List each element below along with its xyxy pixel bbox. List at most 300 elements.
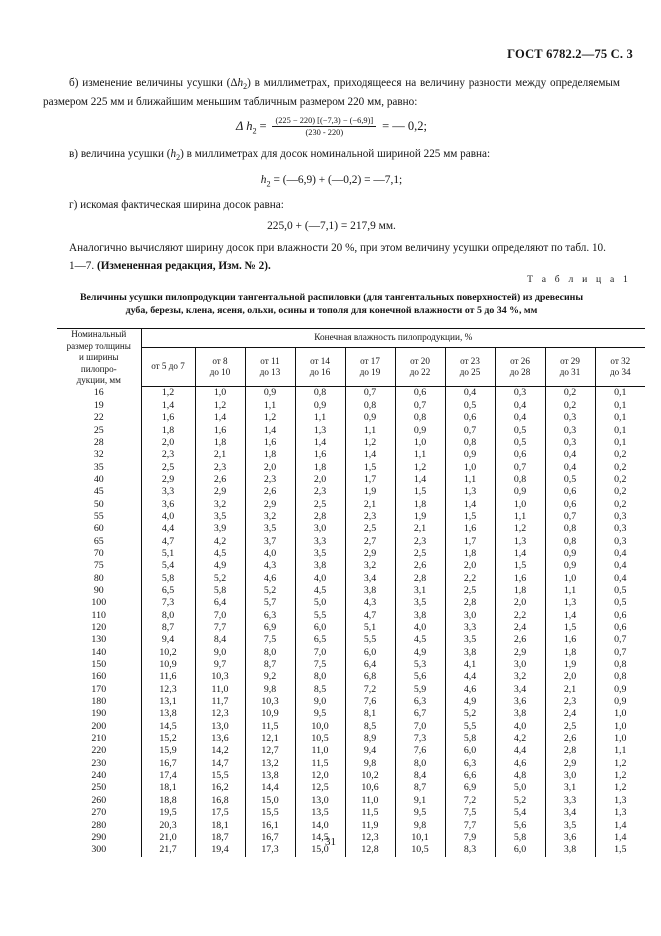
row-value-cell: 3,6 [495, 696, 545, 708]
table-row [57, 548, 645, 560]
table-title-line-2: дуба, березы, клена, ясеня, ольхи, осины и тополя для конечной влажности от 5 до 34 %, мм [125, 305, 538, 316]
row-value-cell: 1,5 [395, 486, 445, 498]
row-value-cell: 16,2 [195, 782, 245, 794]
row-nominal-size: 280 [91, 819, 107, 831]
formula-delta-h2 [43, 116, 620, 139]
row-value-cell: 2,6 [245, 486, 295, 498]
row-value-cell: 0,5 [495, 437, 545, 449]
row-value-cell: 2,9 [195, 486, 245, 498]
row-value-cell: 10,0 [295, 721, 345, 733]
row-value-cell: 10,5 [395, 844, 445, 856]
row-value-cell: 1,2 [141, 387, 195, 400]
row-value-cell: 17,3 [245, 844, 295, 856]
row-value-cell: 7,5 [245, 634, 295, 646]
row-value-cell: 14,5 [141, 721, 195, 733]
row-value-cell: 4,0 [295, 573, 345, 585]
row-nominal-size: 210 [91, 733, 107, 745]
row-value-cell: 0,9 [545, 560, 595, 572]
paragraph-b-text-2: ) в миллиметрах, приходящееся на величину разности между определяемым размером 225 мм и ближайшим меньшим табличным размером 220 мм, равно: [43, 77, 620, 108]
table-row [57, 745, 645, 757]
row-nominal-size: 25 [93, 424, 104, 436]
table-title-line-1: Величины усушки пилопродукции тангентальной распиловки (для тангентальных поверхностей) из древесины [79, 292, 584, 303]
row-value-cell: 2,3 [395, 536, 445, 548]
row-value-cell: 1,1 [595, 745, 645, 757]
row-value-cell: 19,5 [141, 807, 195, 819]
row-value-cell: 3,0 [545, 770, 595, 782]
row-nominal-size: 240 [91, 770, 107, 782]
row-value-cell: 0,4 [595, 548, 645, 560]
row-value-cell: 3,6 [545, 832, 595, 844]
row-value-cell: 5,8 [445, 733, 495, 745]
row-value-cell: 0,9 [345, 412, 395, 424]
table-body [57, 387, 645, 857]
row-value-cell: 2,0 [245, 462, 295, 474]
row-value-cell: 0,2 [595, 499, 645, 511]
row-value-cell: 2,2 [495, 610, 545, 622]
table-row [57, 820, 645, 832]
paragraph-analogous: Аналогично вычисляют ширину досок при влажности 20 %, при этом величину усушки определяют по табл. 10. [69, 242, 606, 255]
row-nominal-size: 230 [91, 757, 107, 769]
row-value-cell: 2,0 [545, 671, 595, 683]
row-value-cell: 3,8 [495, 708, 545, 720]
table-row [57, 474, 645, 486]
column-header-5-7-line1: от 5 до 7 [151, 361, 185, 372]
row-value-cell: 0,9 [245, 387, 295, 400]
row-value-cell: 13,1 [141, 696, 195, 708]
row-value-cell: 8,0 [295, 671, 345, 683]
table-row [57, 758, 645, 770]
table-row [57, 733, 645, 745]
row-value-cell: 14,7 [195, 758, 245, 770]
table-row [57, 560, 645, 572]
row-value-cell: 1,6 [295, 449, 345, 461]
paragraph-v-marker: в) [69, 148, 79, 161]
stub-header-cell [57, 329, 141, 387]
row-value-cell: 12,1 [245, 733, 295, 745]
row-value-cell: 1,0 [595, 721, 645, 733]
row-value-cell: 2,3 [195, 462, 245, 474]
row-value-cell: 4,5 [295, 585, 345, 597]
row-value-cell: 1,8 [445, 548, 495, 560]
row-value-cell: 3,3 [141, 486, 195, 498]
row-value-cell: 2,5 [395, 548, 445, 560]
row-value-cell: 1,3 [545, 597, 595, 609]
row-value-cell: 3,4 [495, 684, 545, 696]
row-value-cell: 0,5 [595, 585, 645, 597]
column-header-17-19 [345, 347, 395, 387]
row-value-cell: 1,7 [345, 474, 395, 486]
row-value-cell: 3,5 [295, 548, 345, 560]
row-value-cell: 0,4 [495, 400, 545, 412]
column-header-14-16-line2: до 16 [309, 367, 331, 378]
row-nominal-size: 170 [91, 683, 107, 695]
row-value-cell: 1,0 [445, 462, 495, 474]
row-value-cell: 5,8 [141, 573, 195, 585]
row-nominal-size: 190 [91, 708, 107, 720]
row-value-cell: 0,9 [595, 684, 645, 696]
formula-1-lhs: Δ h [236, 119, 253, 134]
row-value-cell: 0,9 [445, 449, 495, 461]
row-value-cell: 5,2 [495, 795, 545, 807]
row-value-cell: 6,4 [345, 659, 395, 671]
row-value-cell: 3,8 [345, 585, 395, 597]
table-row [57, 782, 645, 794]
row-value-cell: 14,2 [195, 745, 245, 757]
row-nominal-size: 80 [93, 572, 104, 584]
row-value-cell: 8,5 [345, 721, 395, 733]
row-value-cell: 1,9 [345, 486, 395, 498]
paragraph-g-text: искомая фактическая ширина досок равна: [80, 198, 284, 211]
row-value-cell: 0,6 [395, 387, 445, 400]
row-nominal-size: 19 [93, 399, 104, 411]
row-value-cell: 0,8 [345, 400, 395, 412]
row-value-cell: 1,6 [545, 634, 595, 646]
row-value-cell: 5,4 [141, 560, 195, 572]
row-value-cell: 2,0 [295, 474, 345, 486]
row-value-cell: 5,1 [345, 622, 395, 634]
row-value-cell: 2,5 [141, 462, 195, 474]
paragraph-revision [43, 259, 620, 274]
row-value-cell: 1,8 [295, 462, 345, 474]
row-value-cell: 1,4 [495, 548, 545, 560]
row-value-cell: 0,6 [495, 449, 545, 461]
table-row [57, 412, 645, 424]
row-value-cell: 3,6 [141, 499, 195, 511]
row-value-cell: 13,8 [141, 708, 195, 720]
column-header-11-13-line2: до 13 [259, 367, 281, 378]
row-value-cell: 2,9 [245, 499, 295, 511]
row-value-cell: 6,0 [295, 622, 345, 634]
table-row [57, 387, 645, 400]
row-nominal-size: 270 [91, 807, 107, 819]
row-value-cell: 2,8 [545, 745, 595, 757]
column-header-20-22-line2: до 22 [409, 367, 431, 378]
row-nominal-size: 65 [93, 535, 104, 547]
table-row [57, 486, 645, 498]
table-row [57, 647, 645, 659]
row-value-cell: 5,5 [445, 721, 495, 733]
stub-header-line-1: Номинальный [71, 329, 127, 339]
row-value-cell: 15,0 [245, 795, 295, 807]
row-value-cell: 0,2 [595, 462, 645, 474]
row-value-cell: 9,5 [395, 807, 445, 819]
row-value-cell: 7,5 [295, 659, 345, 671]
paragraph-g-marker: г) [69, 198, 78, 211]
formula-1-fraction [272, 115, 376, 138]
column-header-29-31-line2: до 31 [559, 367, 581, 378]
table-row [57, 536, 645, 548]
row-value-cell: 2,6 [545, 733, 595, 745]
row-value-cell: 10,9 [141, 659, 195, 671]
row-value-cell: 4,5 [395, 634, 445, 646]
row-value-cell: 7,2 [345, 684, 395, 696]
stub-header-line-4: пилопро- [80, 363, 117, 374]
column-header-26-28-line2: до 28 [509, 367, 531, 378]
row-value-cell: 6,9 [245, 622, 295, 634]
table-row [57, 795, 645, 807]
row-value-cell: 8,7 [141, 622, 195, 634]
row-value-cell: 7,9 [445, 832, 495, 844]
row-value-cell: 4,0 [395, 622, 445, 634]
row-value-cell: 0,3 [495, 387, 545, 400]
row-value-cell: 7,3 [395, 733, 445, 745]
row-value-cell: 1,8 [141, 425, 195, 437]
row-value-cell: 3,5 [445, 634, 495, 646]
table-row [57, 585, 645, 597]
row-value-cell: 1,6 [445, 523, 495, 535]
row-nominal-size: 130 [91, 634, 107, 646]
row-value-cell: 0,8 [395, 412, 445, 424]
row-value-cell: 2,8 [395, 573, 445, 585]
row-value-cell: 0,3 [545, 437, 595, 449]
table-row [57, 696, 645, 708]
row-value-cell: 0,2 [595, 474, 645, 486]
row-value-cell: 0,5 [595, 597, 645, 609]
row-value-cell: 4,9 [445, 696, 495, 708]
paragraph-v-text-1: величина усушки ( [80, 148, 171, 161]
column-header-8-10-line2: до 10 [209, 367, 231, 378]
row-nominal-size: 40 [93, 473, 104, 485]
row-value-cell: 10,3 [195, 671, 245, 683]
row-value-cell: 3,2 [195, 499, 245, 511]
row-value-cell: 0,8 [445, 437, 495, 449]
row-value-cell: 1,1 [345, 425, 395, 437]
formula-1-denominator: (230 - 220) [305, 128, 344, 138]
row-nominal-size: 50 [93, 498, 104, 510]
row-value-cell: 8,9 [345, 733, 395, 745]
row-value-cell: 0,2 [595, 449, 645, 461]
row-value-cell: 3,2 [495, 671, 545, 683]
row-value-cell: 21,7 [141, 844, 195, 856]
row-value-cell: 0,9 [545, 548, 595, 560]
row-value-cell: 0,4 [445, 387, 495, 400]
row-value-cell: 0,8 [545, 536, 595, 548]
row-value-cell: 2,3 [141, 449, 195, 461]
row-value-cell: 1,1 [295, 412, 345, 424]
row-value-cell: 3,8 [545, 844, 595, 856]
row-value-cell: 3,2 [345, 560, 395, 572]
column-header-20-22-line1: от 20 [410, 355, 430, 366]
row-value-cell: 0,6 [595, 610, 645, 622]
row-value-cell: 0,5 [445, 400, 495, 412]
column-header-17-19-line1: от 17 [360, 355, 380, 366]
stub-header-line-5: дукции, мм [76, 375, 121, 386]
row-value-cell: 10,1 [395, 832, 445, 844]
row-value-cell: 14,5 [295, 832, 345, 844]
row-nominal-size: 35 [93, 461, 104, 473]
row-value-cell: 9,8 [245, 684, 295, 696]
column-header-20-22 [395, 347, 445, 387]
table-row [57, 523, 645, 535]
row-value-cell: 11,5 [345, 807, 395, 819]
row-value-cell: 12,3 [195, 708, 245, 720]
row-value-cell: 2,0 [141, 437, 195, 449]
row-nominal-size: 45 [93, 486, 104, 498]
row-value-cell: 4,4 [495, 745, 545, 757]
row-value-cell: 1,4 [595, 820, 645, 832]
column-header-11-13 [245, 347, 295, 387]
row-value-cell: 2,2 [445, 573, 495, 585]
row-value-cell: 0,3 [545, 425, 595, 437]
row-value-cell: 5,0 [295, 597, 345, 609]
row-value-cell: 18,8 [141, 795, 195, 807]
row-nominal-size: 120 [91, 622, 107, 633]
row-value-cell: 7,0 [395, 721, 445, 733]
row-value-cell: 15,5 [245, 807, 295, 819]
row-value-cell: 18,1 [141, 782, 195, 794]
row-value-cell: 0,9 [495, 486, 545, 498]
row-value-cell: 3,5 [395, 597, 445, 609]
column-header-32-34 [595, 347, 645, 387]
row-value-cell: 9,1 [395, 795, 445, 807]
row-value-cell: 2,6 [195, 474, 245, 486]
table-row [57, 770, 645, 782]
formula-h2-value [43, 174, 620, 188]
row-value-cell: 0,8 [495, 474, 545, 486]
stub-header-line-3: и ширины [79, 352, 119, 363]
row-value-cell: 1,1 [495, 511, 545, 523]
column-header-8-10-line1: от 8 [212, 355, 228, 366]
row-value-cell: 3,0 [445, 610, 495, 622]
row-value-cell: 16,8 [195, 795, 245, 807]
row-value-cell: 8,7 [395, 782, 445, 794]
row-value-cell: 4,0 [141, 511, 195, 523]
row-value-cell: 6,8 [345, 671, 395, 683]
row-value-cell: 15,0 [295, 844, 345, 856]
row-value-cell: 4,1 [445, 659, 495, 671]
row-value-cell: 1,3 [445, 486, 495, 498]
row-value-cell: 0,9 [595, 696, 645, 708]
row-nominal-size: 75 [93, 560, 104, 572]
column-header-14-16-line1: от 14 [310, 355, 330, 366]
row-nominal-size: 140 [91, 646, 107, 658]
row-value-cell: 1,4 [295, 437, 345, 449]
row-value-cell: 0,8 [295, 387, 345, 400]
row-value-cell: 10,2 [345, 770, 395, 782]
row-value-cell: 0,3 [595, 523, 645, 535]
table-row [57, 449, 645, 461]
row-value-cell: 1,5 [545, 622, 595, 634]
table-row [57, 511, 645, 523]
row-value-cell: 11,0 [295, 745, 345, 757]
row-value-cell: 1,4 [345, 449, 395, 461]
row-value-cell: 5,5 [345, 634, 395, 646]
row-value-cell: 1,0 [195, 387, 245, 400]
row-value-cell: 1,3 [595, 807, 645, 819]
row-value-cell: 4,3 [245, 560, 295, 572]
row-value-cell: 1,6 [245, 437, 295, 449]
row-value-cell: 1,2 [595, 782, 645, 794]
formula-3-expression: 225,0 + (—7,1) = 217,9 мм. [267, 220, 396, 233]
row-value-cell: 3,7 [245, 536, 295, 548]
row-value-cell: 3,8 [445, 647, 495, 659]
row-value-cell: 4,6 [495, 758, 545, 770]
column-header-8-10 [195, 347, 245, 387]
row-value-cell: 16,1 [245, 820, 295, 832]
row-value-cell: 1,7 [445, 536, 495, 548]
row-value-cell: 6,5 [141, 585, 195, 597]
row-value-cell: 2,9 [141, 474, 195, 486]
row-value-cell: 15,5 [195, 770, 245, 782]
row-value-cell: 0,3 [595, 536, 645, 548]
row-value-cell: 1,5 [495, 560, 545, 572]
row-value-cell: 11,7 [195, 696, 245, 708]
row-value-cell: 11,5 [245, 721, 295, 733]
row-value-cell: 1,4 [395, 474, 445, 486]
row-value-cell: 4,9 [395, 647, 445, 659]
row-value-cell: 5,4 [495, 807, 545, 819]
row-value-cell: 1,8 [195, 437, 245, 449]
row-value-cell: 2,9 [495, 647, 545, 659]
row-value-cell: 6,3 [445, 758, 495, 770]
row-value-cell: 1,0 [595, 733, 645, 745]
row-value-cell: 10,2 [141, 647, 195, 659]
row-value-cell: 7,3 [141, 597, 195, 609]
row-value-cell: 8,0 [245, 647, 295, 659]
row-value-cell: 3,5 [545, 820, 595, 832]
row-value-cell: 0,2 [545, 387, 595, 400]
table-row [57, 634, 645, 646]
row-value-cell: 3,3 [295, 536, 345, 548]
row-value-cell: 1,0 [495, 499, 545, 511]
row-value-cell: 5,6 [395, 671, 445, 683]
row-value-cell: 5,8 [195, 585, 245, 597]
revision-prefix: 1—7. [69, 259, 97, 272]
table-number-label: Т а б л и ц а 1 [527, 274, 631, 285]
row-value-cell: 3,5 [245, 523, 295, 535]
column-header-29-31-line1: от 29 [560, 355, 580, 366]
row-value-cell: 10,9 [245, 708, 295, 720]
row-value-cell: 13,8 [245, 770, 295, 782]
row-value-cell: 5,3 [395, 659, 445, 671]
row-value-cell: 1,3 [495, 536, 545, 548]
row-value-cell: 12,3 [141, 684, 195, 696]
row-value-cell: 6,0 [345, 647, 395, 659]
row-value-cell: 13,0 [195, 721, 245, 733]
row-value-cell: 2,1 [195, 449, 245, 461]
row-value-cell: 0,3 [595, 511, 645, 523]
row-value-cell: 1,8 [395, 499, 445, 511]
row-value-cell: 4,5 [195, 548, 245, 560]
row-value-cell: 1,2 [595, 770, 645, 782]
row-value-cell: 9,8 [345, 758, 395, 770]
row-value-cell: 5,2 [445, 708, 495, 720]
row-value-cell: 6,9 [445, 782, 495, 794]
row-value-cell: 7,7 [445, 820, 495, 832]
row-value-cell: 8,4 [395, 770, 445, 782]
row-value-cell: 5,7 [245, 597, 295, 609]
row-nominal-size: 260 [91, 794, 107, 806]
row-value-cell: 3,8 [395, 610, 445, 622]
row-value-cell: 8,3 [445, 844, 495, 856]
column-header-32-34-line1: от 32 [610, 355, 631, 366]
row-value-cell: 2,3 [345, 511, 395, 523]
table-row [57, 425, 645, 437]
row-value-cell: 1,4 [595, 832, 645, 844]
row-value-cell: 4,0 [495, 721, 545, 733]
row-value-cell: 19,4 [195, 844, 245, 856]
paragraph-b-text-1: изменение величины усушки (Δ [82, 77, 238, 89]
row-value-cell: 13,5 [295, 807, 345, 819]
row-value-cell: 2,5 [345, 523, 395, 535]
row-value-cell: 1,8 [245, 449, 295, 461]
row-value-cell: 0,4 [545, 462, 595, 474]
row-value-cell: 0,4 [595, 573, 645, 585]
row-value-cell: 0,6 [545, 499, 595, 511]
row-value-cell: 2,1 [545, 684, 595, 696]
row-value-cell: 21,0 [141, 832, 195, 844]
row-value-cell: 17,4 [141, 770, 195, 782]
